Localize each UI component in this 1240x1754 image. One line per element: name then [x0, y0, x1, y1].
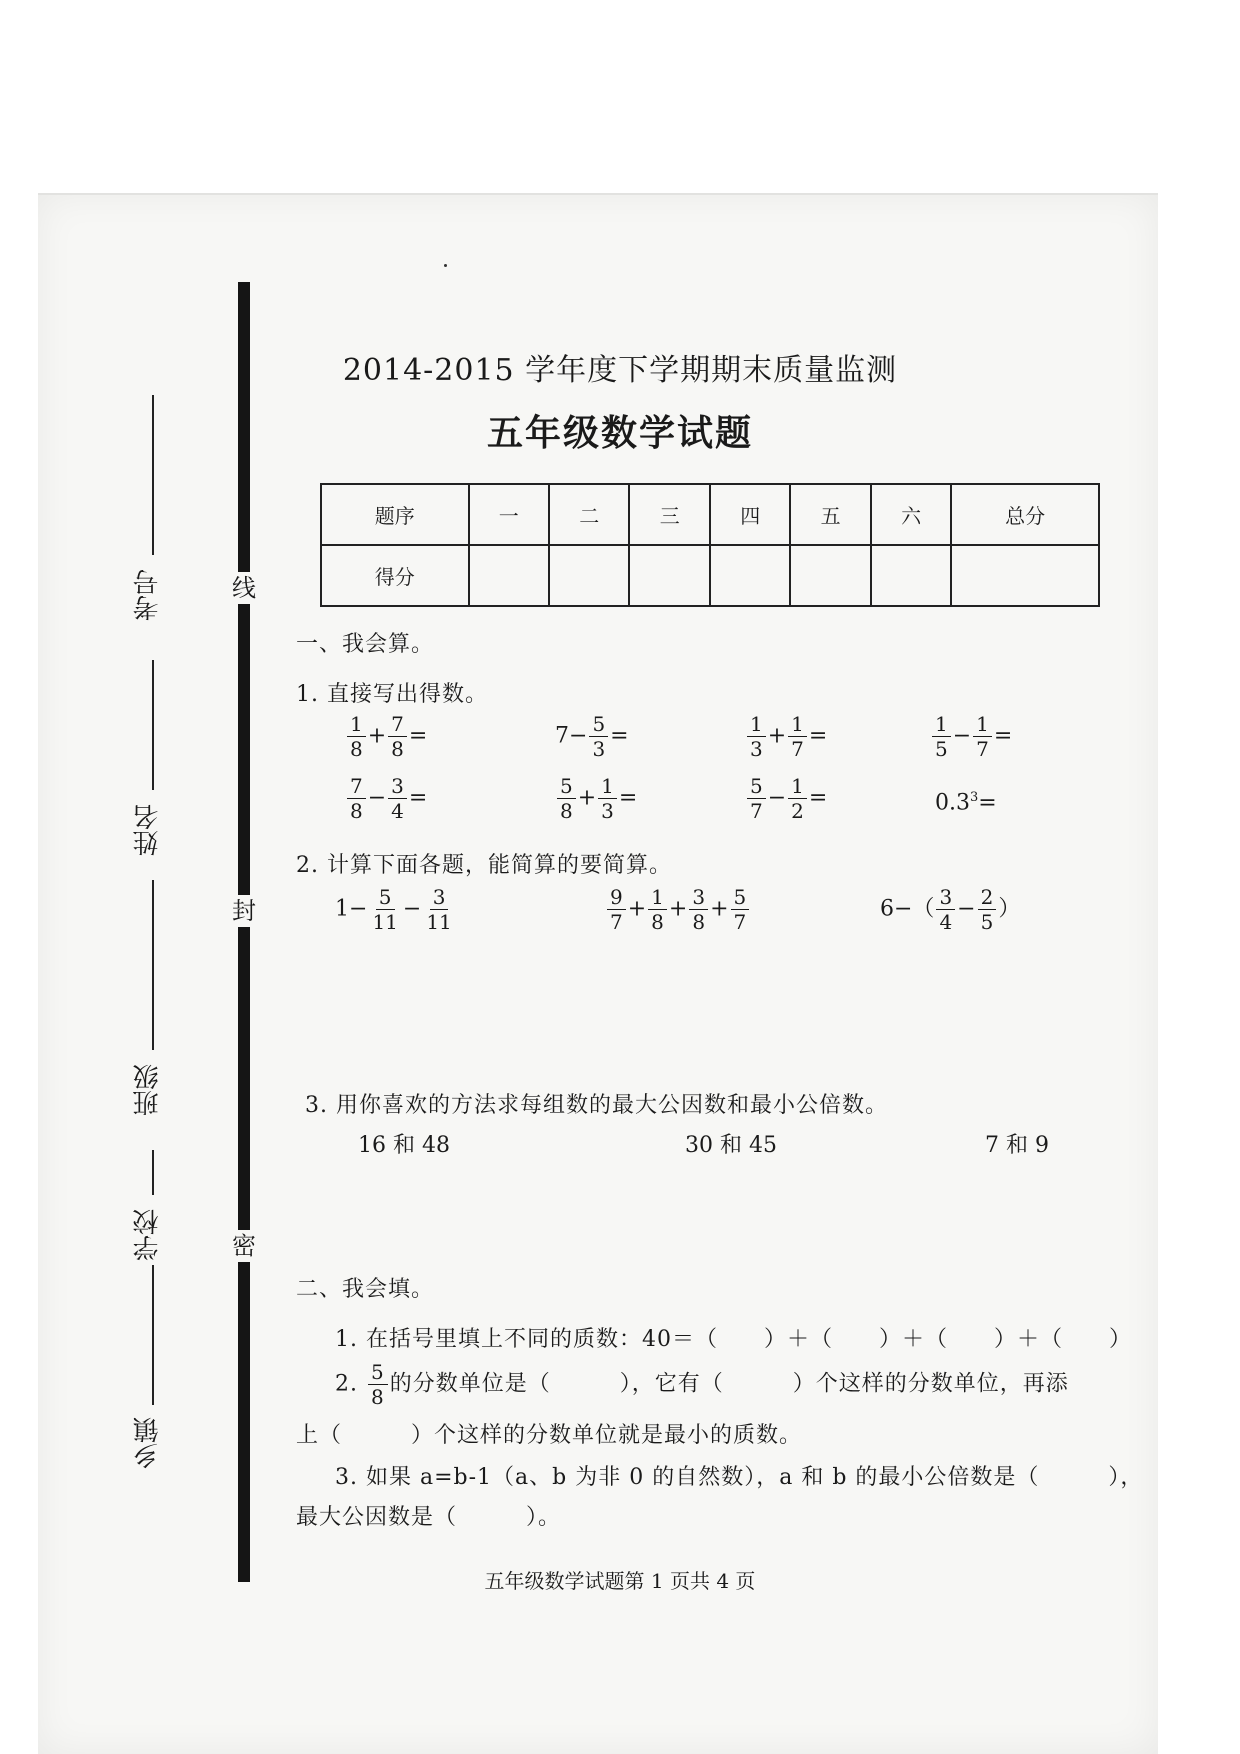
q1-expr-8: $0.3^3=$ [935, 790, 997, 816]
score-cell[interactable] [951, 545, 1099, 606]
fraction: $\frac{5}{7}$ [731, 885, 750, 934]
q3-pair-2: 30 和 45 [685, 1133, 777, 1158]
page-footer: 五年级数学试题第 1 页共 4 页 [484, 1569, 756, 1593]
binding-mark-line: 线 [232, 574, 256, 602]
exam-subject-title: 五年级数学试题 [486, 412, 753, 454]
fraction: $\frac{3}{4}$ [936, 885, 955, 934]
fraction: $\frac{1}{3}$ [747, 712, 766, 761]
fraction: $\frac{1}{7}$ [788, 712, 807, 761]
score-table [320, 483, 1100, 607]
section1-heading: 一、我会算。 [296, 632, 435, 657]
town-label: 乡镇 [133, 1417, 163, 1469]
q2-expr-1: 1− $\frac{5}{11}$ − $\frac{3}{11}$ [335, 885, 457, 934]
header-cell: 三 [629, 484, 709, 545]
q1-expr-4: $\frac{1}{5}$ − $\frac{1}{7}$ = [930, 712, 1012, 761]
fill-q2-continued: 上（ ）个这样的分数单位就是最小的质数。 [296, 1423, 803, 1448]
fraction: $\frac{1}{8}$ [347, 712, 366, 761]
q1-heading: 1. 直接写出得数。 [296, 682, 488, 707]
fill-q3-line2: 最大公因数是（ ）。 [296, 1505, 562, 1530]
fill-q2-number: 2. [335, 1371, 358, 1397]
fraction: $\frac{1}{8}$ [648, 885, 667, 934]
school-label: 学校 [133, 1209, 163, 1261]
binding-mark-seal: 封 [232, 897, 256, 925]
score-cell[interactable] [469, 545, 549, 606]
header-cell: 五 [790, 484, 870, 545]
fraction: $\frac{3}{4}$ [388, 774, 407, 823]
header-cell: 题序 [321, 484, 469, 545]
q2-heading: 2. 计算下面各题，能简算的要简算。 [296, 853, 672, 878]
name-field[interactable] [120, 660, 180, 865]
fraction: $\frac{9}{7}$ [607, 885, 626, 934]
header-cell: 四 [710, 484, 790, 545]
q1-expr-2: 7− $\frac{5}{3}$ = [555, 712, 629, 761]
fraction: $\frac{7}{8}$ [388, 712, 407, 761]
speck [444, 264, 447, 267]
class-label: 班级 [133, 1064, 163, 1116]
name-label: 姓名 [133, 804, 163, 856]
fraction: $\frac{2}{5}$ [978, 885, 997, 934]
binding-bar [238, 282, 250, 1582]
score-cell[interactable] [549, 545, 629, 606]
binding-mark-secret: 密 [232, 1232, 256, 1260]
q1-expr-6: $\frac{5}{8}$ + $\frac{1}{3}$ = [555, 774, 637, 823]
q1-expr-3: $\frac{1}{3}$ + $\frac{1}{7}$ = [745, 712, 827, 761]
fraction: $\frac{1}{3}$ [598, 774, 617, 823]
fraction: $\frac{5}{8}$ [368, 1360, 388, 1409]
school-line [152, 1150, 154, 1195]
fill-q1: 1. 在括号里填上不同的质数：40＝（ ）＋（ ）＋（ ）＋（ ） [335, 1327, 1132, 1352]
class-line [152, 880, 154, 1050]
fraction: $\frac{5}{3}$ [589, 712, 608, 761]
town-line [152, 1265, 154, 1405]
score-cell[interactable] [871, 545, 951, 606]
score-table-score-row [321, 545, 1099, 606]
score-table-header-row [321, 484, 1099, 545]
fraction: $\frac{7}{8}$ [347, 774, 366, 823]
q3-heading: 3. 用你喜欢的方法求每组数的最大公因数和最小公倍数。 [305, 1093, 888, 1118]
town-field[interactable] [120, 1265, 180, 1475]
header-cell: 总分 [951, 484, 1099, 545]
fraction: $\frac{3}{11}$ [426, 885, 452, 934]
header-cell: 二 [549, 484, 629, 545]
fraction: $\frac{1}{2}$ [788, 774, 807, 823]
header-cell: 一 [469, 484, 549, 545]
q2-expr-3: 6−（ $\frac{3}{4}$ − $\frac{2}{5}$ ） [880, 885, 1021, 934]
exam-term-title: 2014-2015 学年度下学期期末质量监测 [342, 353, 898, 388]
fill-q2 [335, 1360, 1069, 1409]
fraction: $\frac{1}{7}$ [973, 712, 992, 761]
q1-expr-1: $\frac{1}{8}$ + $\frac{7}{8}$ = [345, 712, 427, 761]
fraction: $\frac{3}{8}$ [689, 885, 708, 934]
q1-expr-5: $\frac{7}{8}$ − $\frac{3}{4}$ = [345, 774, 427, 823]
exam-no-label: 考号 [133, 569, 163, 621]
score-cell[interactable] [629, 545, 709, 606]
school-field[interactable] [120, 1150, 180, 1270]
q1-expr-7: $\frac{5}{7}$ − $\frac{1}{2}$ = [745, 774, 827, 823]
class-field[interactable] [120, 880, 180, 1130]
q3-pair-3: 7 和 9 [985, 1133, 1049, 1158]
score-row-label: 得分 [321, 545, 469, 606]
fill-q2-text: 的分数单位是（ ），它有（ ）个这样的分数单位，再添 [389, 1371, 1069, 1397]
section2-heading: 二、我会填。 [296, 1277, 435, 1302]
q2-expr-2: $\frac{9}{7}$ + $\frac{1}{8}$ + $\frac{3}{8}$ + $\frac{5}{7}$ [605, 885, 751, 934]
fraction: $\frac{5}{7}$ [747, 774, 766, 823]
sheet-top-edge [38, 193, 1158, 195]
header-cell: 六 [871, 484, 951, 545]
score-cell[interactable] [710, 545, 790, 606]
q3-pair-1: 16 和 48 [358, 1133, 450, 1158]
score-cell[interactable] [790, 545, 870, 606]
fill-q3-line1: 3. 如果 a=b-1（a、b 为非 0 的自然数），a 和 b 的最小公倍数是（ ）， [335, 1465, 1144, 1490]
name-line [152, 660, 154, 790]
fraction: $\frac{1}{5}$ [932, 712, 951, 761]
fraction: $\frac{5}{8}$ [557, 774, 576, 823]
fraction: $\frac{5}{11}$ [372, 885, 398, 934]
